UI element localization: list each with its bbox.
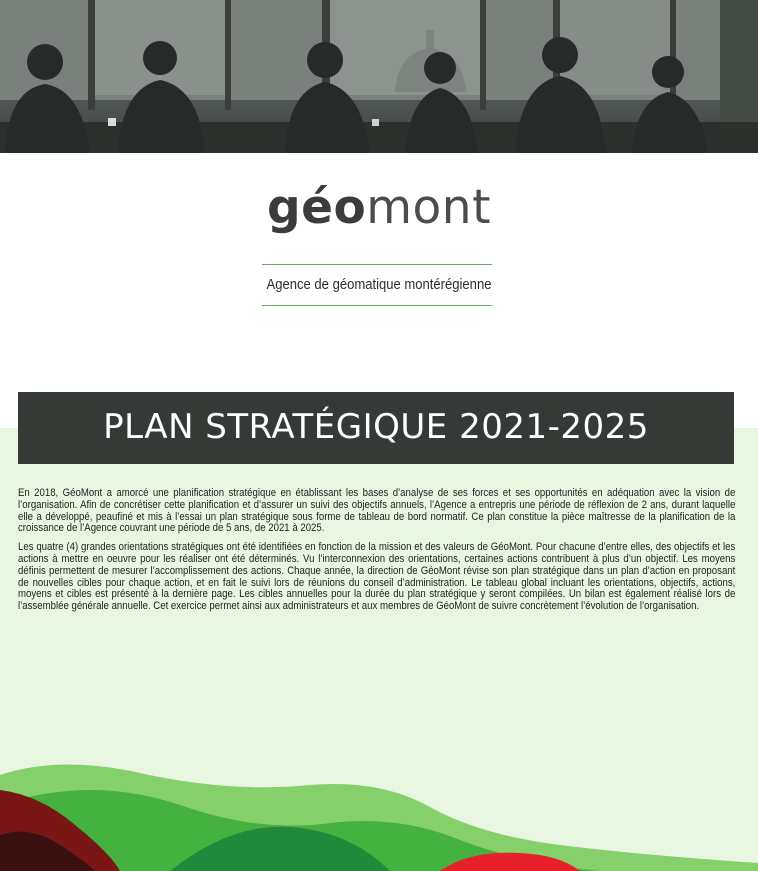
meeting-scene-image — [0, 0, 758, 153]
page-title: PLAN STRATÉGIQUE 2021-2025 — [103, 407, 649, 447]
paragraph-intro: En 2018, GéoMont a amorcé une planification stratégique en établissant les bases d’analyse de ses forces et ses opportunités en adéquation avec la vision de l’organisation. Afin de concrétiser cette planification et d’assurer un suivi des objectifs annuels, l’Agence a entrepris une période de réflexion de 2 ans, durant laquelle elle a développé, peaufiné et mis à l’essai un plan stratégique sous forme de tableau de bord normatif. Ce plan constitue la pièce maîtresse de la planification de la croissance de l’Agence couvrant une période de 5 ans, de 2021 à 2025. — [18, 487, 736, 535]
paragraph-orientations: Les quatre (4) grandes orientations stratégiques ont été identifiées en fonction de la mission et des valeurs de GéoMont. Pour chacune d’entre elles, des objectifs et les actions à mettre en oeuvre pour les réaliser ont été déterminés. Vu l’interconnexion des orientations, certaines actions contribuent à plus d’un objectif. Les moyens définis permettent de mesurer l’accomplissement des actions. Chaque année, la direction de GéoMont révise son plan stratégique dans un plan d’action en proposant de nouvelles cibles pour chaque action, et en fait le suivi lors de réunions du conseil d’administration. Le tableau global incluant les orientations, objectifs, actions, moyens et cibles est présenté à la dernière page. Les cibles annuelles pour la durée du plan stratégique y seront compilées. Un bilan est également réalisé lors de l’assemblée générale annuelle. Cet exercice permet ainsi aux administrateurs et aux membres de GéoMont de suivre concrètement l’évolution de l’organisation. — [18, 541, 736, 613]
geomont-logo — [0, 180, 758, 236]
body-text — [18, 488, 735, 620]
hero-photo — [0, 0, 758, 153]
decorative-waves — [0, 745, 758, 871]
tagline: Agence de géomatique montérégienne — [266, 277, 492, 293]
title-bar — [18, 392, 734, 464]
logo-part-mont: mont — [366, 180, 492, 235]
tagline-rule-top — [262, 264, 492, 265]
tagline-rule-bottom — [262, 305, 492, 306]
logo-part-geo: géo — [266, 180, 367, 235]
